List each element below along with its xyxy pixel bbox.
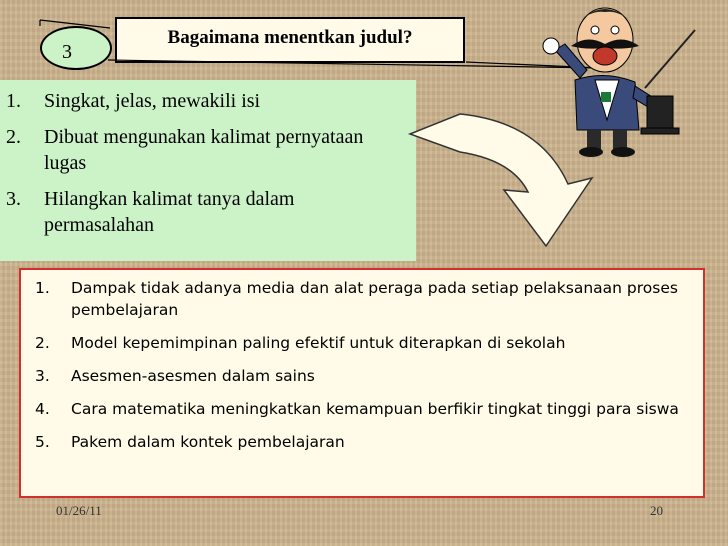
list-number: 3. (6, 188, 21, 210)
presenter-cartoon-icon (535, 0, 705, 160)
list-text: Dibuat mengunakan kalimat pernyataan lugas (44, 126, 364, 174)
footer-page-number: 20 (650, 503, 663, 518)
list-text: Asesmen-asesmen dalam sains (71, 367, 315, 385)
criteria-panel (0, 80, 416, 261)
list-item (6, 88, 406, 114)
list-item (35, 431, 695, 453)
list-text: Singkat, jelas, mewakili isi (44, 90, 261, 112)
list-item (35, 398, 695, 420)
list-item (6, 186, 406, 238)
list-item (35, 365, 695, 387)
list-number: 2. (35, 334, 50, 352)
topic-examples-box (19, 268, 705, 498)
list-text: Cara matematika meningkatkan kemampuan berfikir tingkat tinggi para siswa (71, 400, 679, 418)
list-number: 4. (35, 400, 50, 418)
list-number: 2. (6, 126, 21, 148)
slide-number-badge: 3 (62, 41, 72, 63)
list-item (35, 277, 695, 321)
list-number: 3. (35, 367, 50, 385)
list-text: Dampak tidak adanya media dan alat peraga pada setiap pelaksanaan proses pembelajaran (71, 279, 678, 319)
footer-date: 01/26/11 (56, 503, 102, 518)
list-number: 5. (35, 433, 50, 451)
page-title: Bagaimana menentkan judul? (115, 17, 465, 63)
list-number: 1. (35, 279, 50, 297)
list-text: Pakem dalam kontek pembelajaran (71, 433, 345, 451)
list-text: Model kepemimpinan paling efektif untuk diterapkan di sekolah (71, 334, 566, 352)
list-item (35, 332, 695, 354)
list-text: Hilangkan kalimat tanya dalam permasalahan (44, 188, 295, 236)
list-item (6, 124, 406, 176)
list-number: 1. (6, 90, 21, 112)
